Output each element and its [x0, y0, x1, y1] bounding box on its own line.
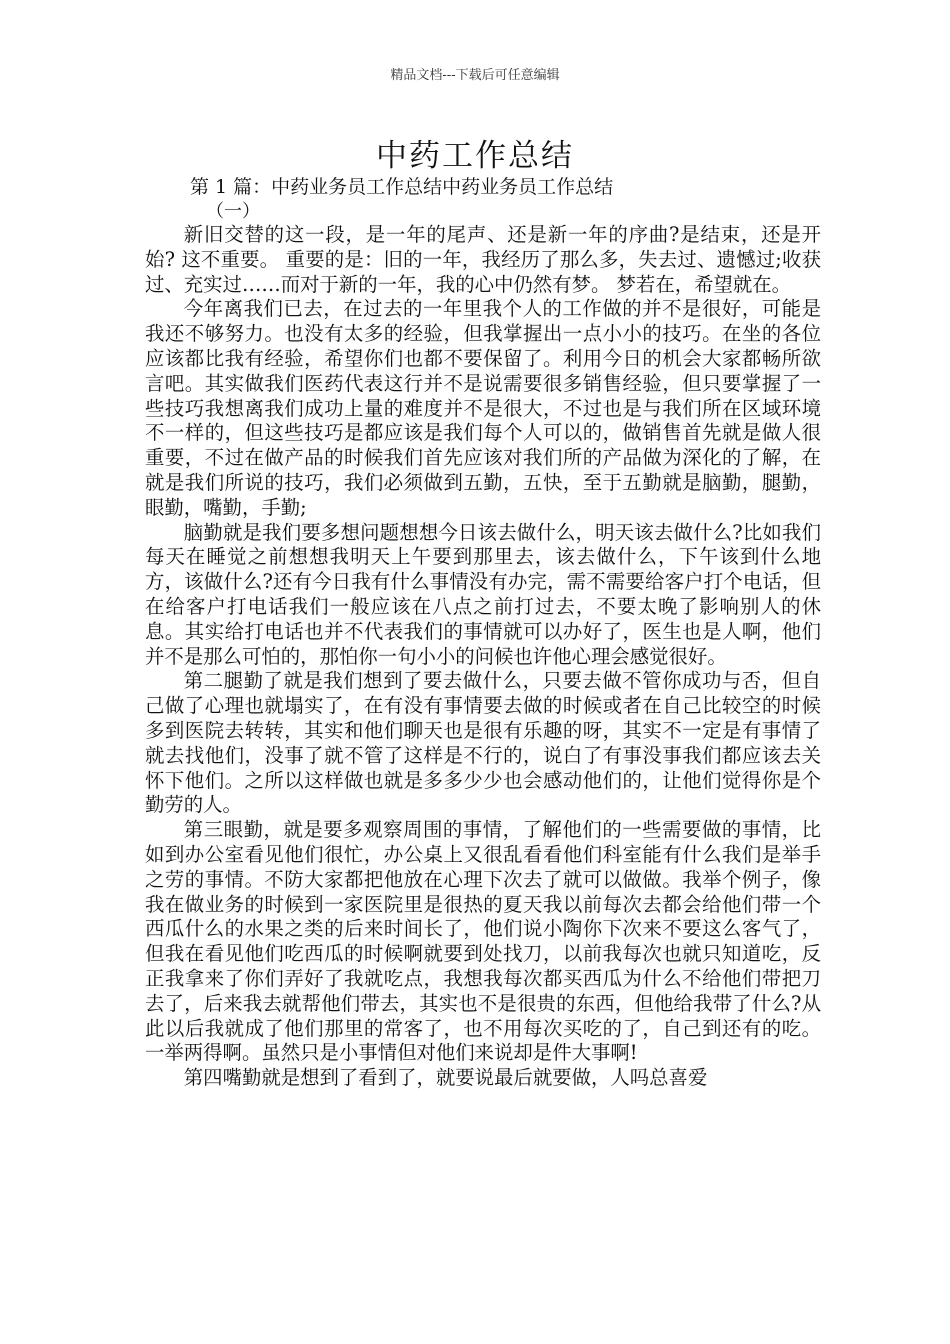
- paragraph-6: 第四嘴勤就是想到了看到了，就要说最后就要做，人吗总喜爱: [183, 1066, 708, 1090]
- paragraph-2: 今年离我们已去，在过去的一年里我个人的工作做的并不是很好，可能是我还不够努力。也没有太多的经验，但我掌握出一点小小的技巧。在坐的各位应该都比我有经验，希望你们也都不要保留了。利用今日的机会大家都畅所欲言吧。其实做我们医药代表这行并不是说需要很多销售经验，但只要掌握了一些技巧我想离我们成功上量的难度并不是很大，不过也是与我们所在区域环境不一样的，但这些技巧是都应该是我们每个人可以的，做销售首先就是做人很重要，不过在做产品的时候我们首先应该对我们所的产品做为深化的了解，在就是我们所说的技巧，我们必须做到五勤，五快，至于五勤就是脑勤，腿勤，眼勤，嘴勤，手勤;: [145, 297, 821, 519]
- chapter-heading: 第 1 篇：中药业务员工作总结中药业务员工作总结: [190, 176, 614, 198]
- page-header: 精品文档---下载后可任意编辑: [390, 68, 560, 83]
- paragraph-1: 新旧交替的这一段，是一年的尾声、还是新一年的序曲?是结束，还是开始? 这不重要。 重要的是：旧的一年，我经历了那么多，失去过、遗憾过;收获过、充实过……而对于新的一年，我的心中仍然有梦。 梦若在，希望就在。: [145, 223, 821, 296]
- paragraph-5: 第三眼勤，就是要多观察周围的事情，了解他们的一些需要做的事情，比如到办公室看见他们很忙，办公桌上又很乱看看他们科室能有什么我们是举手之劳的事情。不防大家都把他放在心理下次去了就可以做做。我举个例子，像我在做业务的时候到一家医院里是很热的夏天我以前每次去都会给他们带一个西瓜什么的水果之类的后来时间长了，他们说小陶你下次来不要这么客气了，但我在看见他们吃西瓜的时候啊就要到处找刀，以前我每次也就只知道吃，反正我拿来了你们弄好了我就吃点，我想我每次都买西瓜为什么不给他们带把刀去了，后来我去就帮他们带去，其实也不是很贵的东西，但他给我带了什么?从此以后我就成了他们那里的常客了，也不用每次买吃的了，自己到还有的吃。一举两得啊。虽然只是小事情但对他们来说却是件大事啊!: [145, 818, 821, 1065]
- paragraph-4: 第二腿勤了就是我们想到了要去做什么，只要去做不管你成功与否，但自己做了心理也就塌实了，在有没有事情要去做的时候或者在自己比较空的时候多到医院去转转，其实和他们聊天也是很有乐趣的呀，其实不一定是有事情了就去找他们，没事了就不管了这样是不行的，说白了有事没事我们都应该去关怀下他们。之所以这样做也就是多多少少也会感动他们的，让他们觉得你是个勤劳的人。: [145, 669, 821, 817]
- paragraph-3: 脑勤就是我们要多想问题想想今日该去做什么，明天该去做什么?比如我们每天在睡觉之前想想我明天上午要到那里去，该去做什么，下午该到什么地方，该做什么?还有今日我有什么事情没有办完，需不需要给客户打个电话，但在给客户打电话我们一般应该在八点之前打过去，不要太晚了影响别人的休息。其实给打电话也并不代表我们的事情就可以办好了，医生也是人啊，他们并不是那么可怕的，那怕你一句小小的问候也许他心理会感觉很好。: [145, 520, 821, 668]
- document-title: 中药工作总结: [376, 138, 574, 174]
- section-number: （一）: [206, 201, 260, 222]
- document-body: [145, 223, 821, 1091]
